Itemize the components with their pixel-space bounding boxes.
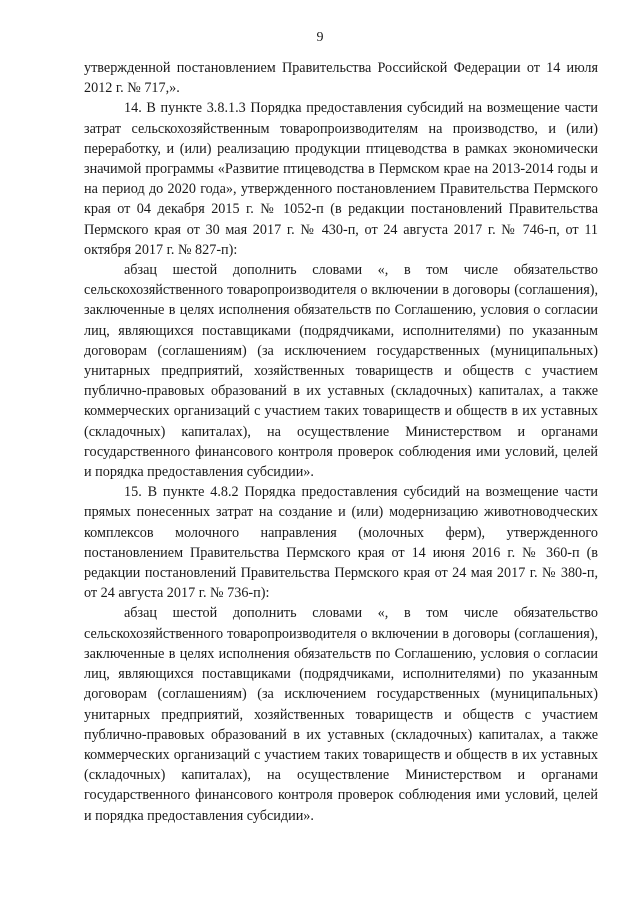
page-number: 9	[316, 30, 324, 45]
paragraph-continuation: утвержденной постановлением Правительства Российской Федерации от 14 июля 2012 г. № 717,».	[84, 60, 598, 97]
paragraph-item-14: 14. В пункте 3.8.1.3 Порядка предоставления субсидий на возмещение части затрат сельскохозяйственным товаропроизводителям на производство, и (или) переработку, и (или) реализацию продукции птицеводства в рамках экономически значимой программы «Развитие птицеводства в Пермском крае на 2013-2014 годы и на период до 2020 года», утвержденного постановлением Правительства Пермского края от 04 декабря 2015 г. № 1052-п (в редакции постановлений Правительства Пермского края от 30 мая 2017 г. № 430-п, от 24 августа 2017 г. № 746-п, от 11 октября 2017 г. № 827-п):	[84, 100, 598, 258]
paragraph-amendment-14: абзац шестой дополнить словами «, в том числе обязательство сельскохозяйственного товаропроизводителя о включении в договоры (соглашения), заключенные в целях исполнения обязательств по Соглашению, условия о согласии лиц, являющихся поставщиками (подрядчиками, исполнителями) по указанным договорам (соглашениям) (за исключением государственных (муниципальных) унитарных предприятий, хозяйственных товариществ и обществ с участием публично-правовых образований в их уставных (складочных) капиталах, а также коммерческих организаций с участием таких товариществ и обществ в их уставных (складочных) капиталах), на осуществление Министерством и органами государственного финансового контроля проверок соблюдения ими условий, целей и порядка предоставления субсидии».	[84, 262, 598, 481]
document-body	[84, 58, 598, 826]
paragraph-item-15: 15. В пункте 4.8.2 Порядка предоставления субсидий на возмещение части прямых понесенных затрат на создание и (или) модернизацию животноводческих комплексов молочного направления (молочных ферм), утвержденного постановлением Правительства Пермского края от 14 июня 2016 г. № 360-п (в редакции постановлений Правительства Пермского края от 24 мая 2017 г. № 380-п, от 24 августа 2017 г. № 736-п):	[84, 484, 598, 602]
paragraph-amendment-15: абзац шестой дополнить словами «, в том числе обязательство сельскохозяйственного товаропроизводителя о включении в договоры (соглашения), заключенные в целях исполнения обязательств по Соглашению, условия о согласии лиц, являющихся поставщиками (подрядчиками, исполнителями) по указанным договорам (соглашениям) (за исключением государственных (муниципальных) унитарных предприятий, хозяйственных товариществ и обществ с участием публично-правовых образований в их уставных (складочных) капиталах, а также коммерческих организаций с участием таких товариществ и обществ в их уставных (складочных) капиталах), на осуществление Министерством и органами государственного финансового контроля проверок соблюдения ими условий, целей и порядка предоставления субсидии».	[84, 605, 598, 824]
